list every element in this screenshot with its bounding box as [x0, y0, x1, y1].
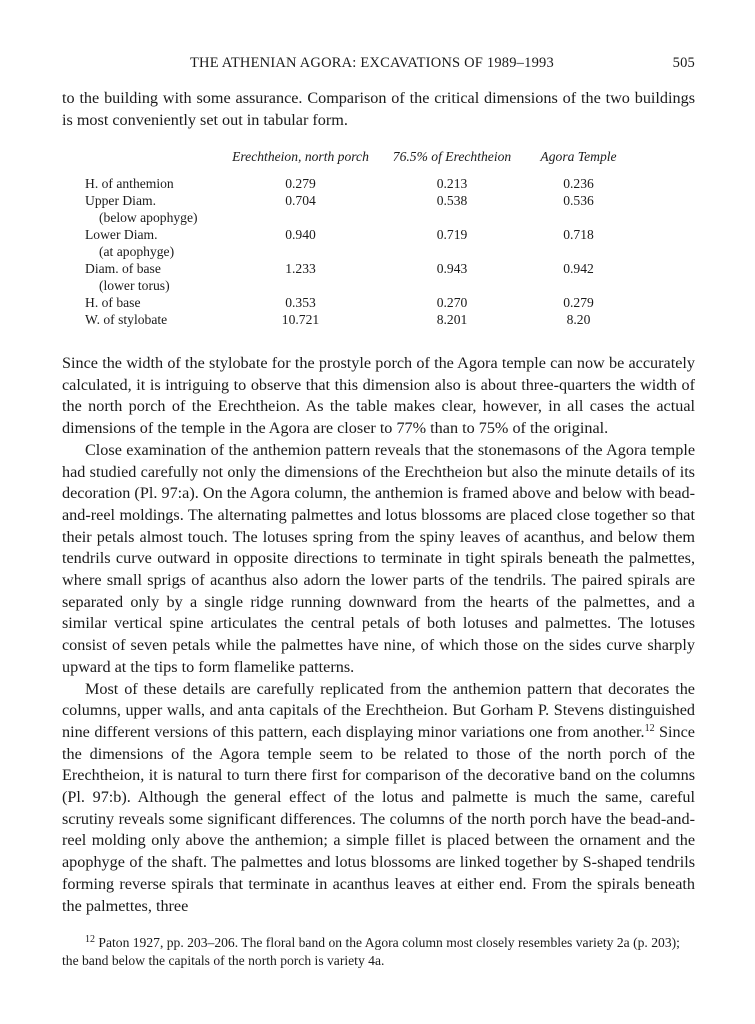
intro-paragraph: to the building with some assurance. Comparison of the critical dimensions of the two buildings is most conveniently set out in tabular form. [62, 89, 695, 129]
table-cell: 8.20 [566, 312, 591, 327]
paragraph-comparison [62, 679, 695, 918]
table-row [85, 260, 631, 294]
table-cell: 0.704 [285, 193, 316, 208]
row-label-text: H. of base [85, 295, 141, 310]
row-sublabel: (at apophyge) [99, 244, 175, 259]
table-cell: 10.721 [281, 312, 320, 327]
table-row [85, 192, 631, 226]
row-label [85, 175, 223, 192]
row-label [85, 260, 223, 294]
table-header-empty [85, 148, 223, 175]
table-cell: 0.538 [436, 193, 468, 208]
table-row [85, 175, 631, 192]
footnote-number: 12 [85, 934, 95, 945]
dimensions-table [85, 148, 631, 328]
running-header [62, 55, 695, 75]
row-sublabel: (below apophyge) [99, 210, 198, 225]
table-cell: 0.940 [285, 227, 316, 242]
running-title: THE ATHENIAN AGORA: EXCAVATIONS OF 1989–1993 [190, 55, 554, 71]
row-label [85, 192, 223, 226]
table-cell: 0.719 [436, 227, 468, 242]
footnote-text: Paton 1927, pp. 203–206. The floral band on the Agora column most closely resembles variety 2a (p. 203); the band below the capitals of the north porch is variety 4a. [62, 935, 680, 968]
row-label-text: H. of anthemion [85, 176, 174, 191]
table-row [85, 294, 631, 311]
table-column-header: 76.5% of Erechtheion [392, 149, 512, 164]
table-cell: 0.236 [563, 176, 594, 191]
table-cell: 8.201 [436, 312, 468, 327]
row-label-text: W. of stylobate [85, 312, 168, 327]
table-cell: 0.942 [563, 261, 594, 276]
table-cell: 0.536 [563, 193, 594, 208]
table-cell: 0.279 [563, 295, 594, 310]
table-column-header: Erechtheion, north porch [232, 149, 369, 164]
row-label-text: Diam. of base [85, 261, 161, 276]
table-header-row [85, 148, 631, 175]
paragraph-stylobate: Since the width of the stylobate for the prostyle porch of the Agora temple can now be accurately calculated, it is intriguing to observe that this dimension also is about three-quarters the width of the north porch of the Erechtheion. As the table makes clear, however, in all cases the actual dimensions of the temple in the Agora are closer to 77% than to 75% of the original. [62, 354, 695, 438]
row-label-text: Lower Diam. [85, 227, 158, 242]
paragraph-text: Most of these details are carefully replicated from the anthemion pattern that decorates the columns, upper walls, and anta capitals of the Erechtheion. But Gorham P. Stevens distinguished nine different versions of this pattern, each displaying minor variations one from another. [62, 679, 695, 741]
table-cell: 0.353 [285, 295, 316, 310]
table-cell: 0.718 [563, 227, 594, 242]
row-label [85, 226, 223, 260]
row-label [85, 311, 223, 328]
body-text [62, 353, 695, 917]
table-row [85, 311, 631, 328]
footnote-reference: 12 [644, 722, 655, 734]
paragraph-anthemion: Close examination of the anthemion pattern reveals that the stonemasons of the Agora temple had studied carefully not only the dimensions of the Erechtheion but also the minute details of its decoration (Pl. 97:a). On the Agora column, the anthemion is framed above and below with bead-and-reel moldings. The alternating palmettes and lotus blossoms are placed close together so that their petals almost touch. The lotuses spring from the spiny leaves of acanthus, and below them tendrils curve outward in opposite directions to terminate in tight spirals beneath the palmettes, where small sprigs of acanthus also adorn the lower parts of the tendrils. The paired spirals are separated only by a single ridge running downward from the hearts of the palmettes, and a similar vertical spine articulates the central petals of both lotuses and palmettes. The lotuses consist of seven petals while the palmettes have nine, of which those on the sides curve sharply upward at the tips to form flamelike patterns. [62, 440, 695, 676]
table-cell: 0.279 [285, 176, 316, 191]
table-cell: 0.943 [436, 261, 468, 276]
table-row [85, 226, 631, 260]
row-label-text: Upper Diam. [85, 193, 156, 208]
row-label [85, 294, 223, 311]
table-cell: 1.233 [285, 261, 316, 276]
row-sublabel: (lower torus) [99, 278, 170, 293]
table-cell: 0.213 [436, 176, 468, 191]
table-column-header: Agora Temple [540, 149, 617, 164]
page-number: 505 [672, 55, 695, 71]
footnote [62, 934, 695, 970]
paragraph-text: Since the dimensions of the Agora temple seem to be related to those of the north porch of the Erechtheion, it is natural to turn there first for comparison of the decorative band on the columns (Pl. 97:b). Although the general effect of the lotus and palmette is much the same, careful scrutiny reveals some significant differences. The columns of the north porch have the bead-and-reel molding only above the anthemion; a simple fillet is placed between the ornament and the apophyge of the shaft. The palmettes and lotus blossoms are linked together by S-shaped tendrils forming reverse spirals that terminate in acanthus leaves at either end. From the spirals beneath the palmettes, three [62, 722, 695, 915]
table-cell: 0.270 [436, 295, 468, 310]
